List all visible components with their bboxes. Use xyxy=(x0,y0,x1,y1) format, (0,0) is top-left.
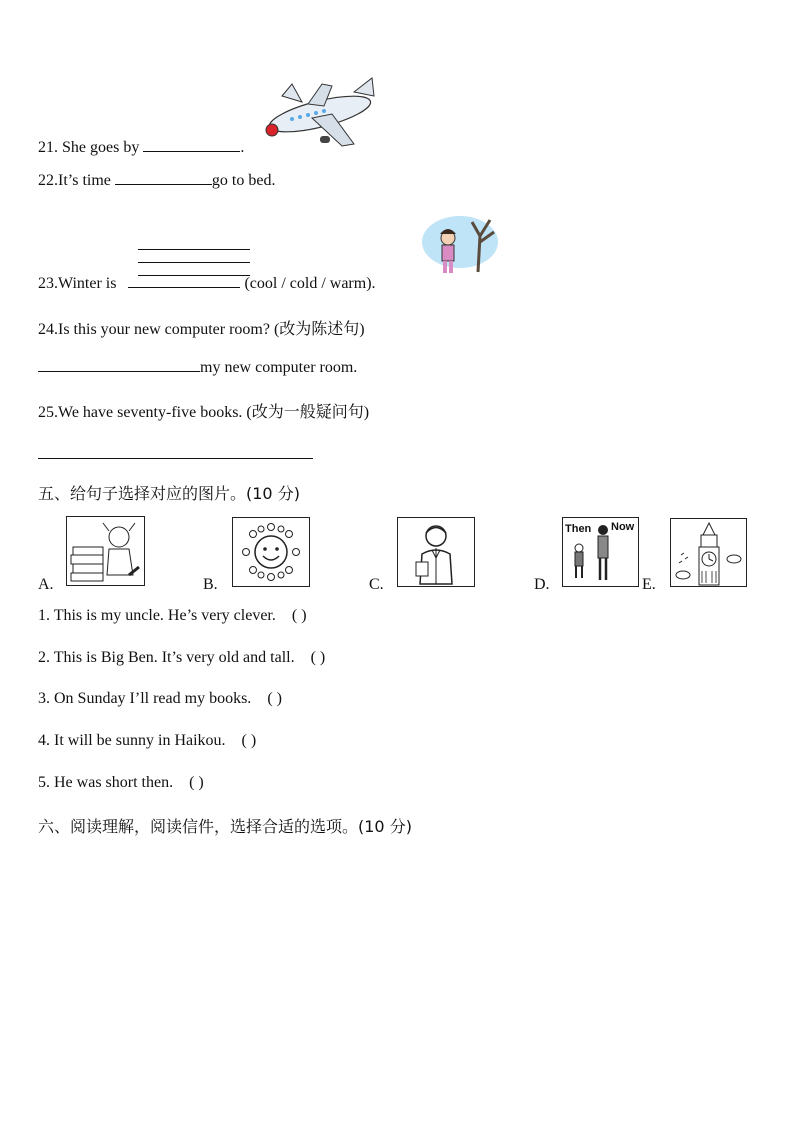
question-22: 22.It’s time go to bed. xyxy=(38,172,276,189)
match-item-1: 1. This is my uncle. He’s very clever. ( ) xyxy=(38,607,307,624)
question-22-text: 22.It’s time xyxy=(38,172,115,189)
match-item-5: 5. He was short then. ( ) xyxy=(38,774,204,791)
question-24: 24.Is this your new computer room? (改为陈述句) xyxy=(38,321,365,338)
answer-bracket-5[interactable]: ( ) xyxy=(189,774,204,791)
question-21-text: 21. She goes by xyxy=(38,139,144,156)
answer-bracket-2[interactable]: ( ) xyxy=(310,649,326,666)
question-25-blank[interactable] xyxy=(38,444,313,459)
option-a-label: A. xyxy=(38,576,54,593)
question-25-answer xyxy=(38,444,313,464)
question-21-blank[interactable] xyxy=(143,137,240,152)
match-item-4: 4. It will be sunny in Haikou. ( ) xyxy=(38,732,257,749)
option-c-picture xyxy=(397,517,475,587)
answer-bracket-4[interactable]: ( ) xyxy=(241,732,257,749)
section-6-heading: 六、阅读理解，阅读信件，选择合适的选项。(10 分) xyxy=(38,817,412,836)
question-23-blank[interactable] xyxy=(128,273,240,288)
option-d-picture xyxy=(562,517,639,587)
section-5-heading: 五、给句子选择对应的图片。(10 分) xyxy=(38,484,300,503)
answer-bracket-3[interactable]: ( ) xyxy=(267,690,282,707)
question-22-blank[interactable] xyxy=(115,170,212,185)
answer-bracket-1[interactable]: ( ) xyxy=(291,607,307,624)
question-25: 25.We have seventy-five books. (改为一般疑问句) xyxy=(38,404,370,421)
question-23-text: 23.Winter is xyxy=(38,275,121,292)
question-23: 23.Winter is (cool / cold / warm). xyxy=(38,275,376,292)
option-c-label: C. xyxy=(369,576,384,593)
question-24-blank[interactable] xyxy=(38,357,200,372)
option-e-picture xyxy=(670,518,747,587)
then-label: Then xyxy=(565,523,592,535)
option-a-picture xyxy=(66,516,145,586)
question-21: 21. She goes by . xyxy=(38,139,245,156)
match-item-3: 3. On Sunday I’ll read my books. ( ) xyxy=(38,690,282,707)
winter-girl-picture xyxy=(420,212,500,280)
question-24-answer: my new computer room. xyxy=(38,357,357,377)
option-e-label: E. xyxy=(642,576,656,593)
option-d-label: D. xyxy=(534,576,550,593)
now-label: Now xyxy=(611,521,635,533)
option-b-label: B. xyxy=(203,576,218,593)
option-b-picture xyxy=(232,517,310,587)
question-23-answer-lines[interactable] xyxy=(138,237,250,276)
match-item-2: 2. This is Big Ben. It’s very old and tall. ( ) xyxy=(38,649,326,666)
airplane-picture xyxy=(262,74,380,154)
